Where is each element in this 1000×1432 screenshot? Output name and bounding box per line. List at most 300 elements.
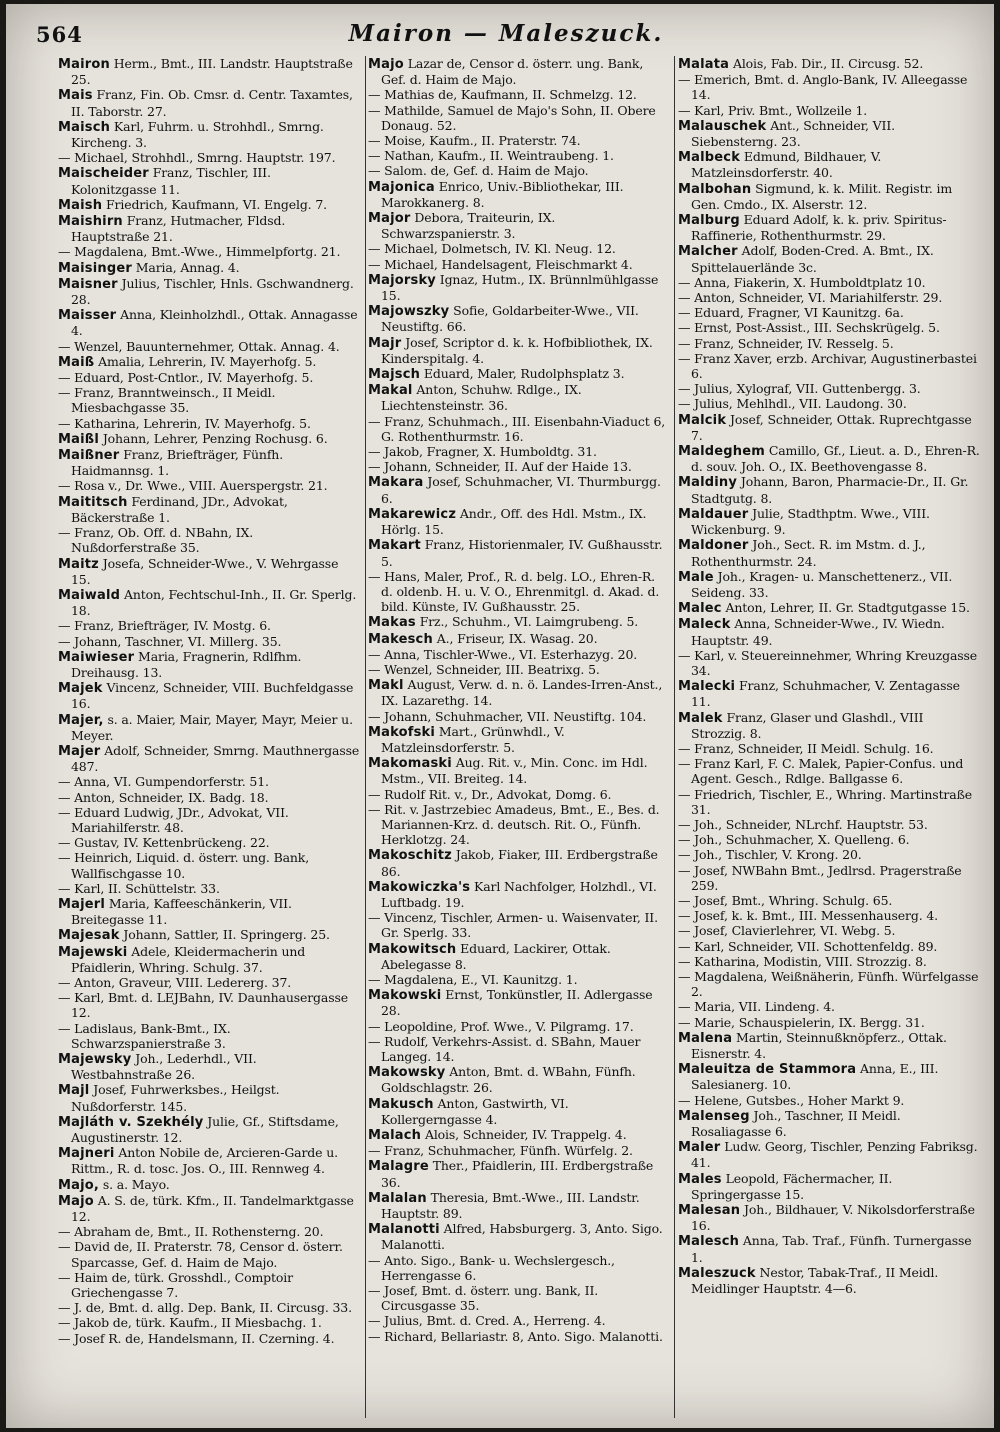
entry-details: — Johann, Schneider, II. Auf der Haide 13. [368,459,632,475]
entry-details: Karl Nachfolger, Holzhdl., VI. Luftbadg. 19. [381,878,657,910]
entry-details: — Richard, Bellariastr. 8, Anto. Sigo. Malanotti. [368,1328,663,1344]
entry-details: — Friedrich, Tischler, E., Whring. Martinstraße 31. [678,786,973,817]
entry-surname: Maititsch [58,494,128,510]
directory-entry [58,1331,360,1346]
entry-details: — Eduard Ludwig, JDr., Advokat, VII. Mariahilferstr. 48. [58,804,289,835]
entry-details: Franz, Schuhmacher, V. Zentagasse 11. [691,678,960,710]
directory-entry [368,569,670,615]
directory-entry [58,416,360,431]
entry-details: — Karl, II. Schüttelstr. 33. [58,880,220,896]
directory-entry [58,478,360,493]
directory-entry [368,537,670,568]
entry-surname: Malach [368,1128,422,1144]
entry-details: Joh., Sect. R. im Mstm. d. J., Rothenthurmstr. 24. [691,537,926,569]
entry-surname: Makowitsch [368,941,457,957]
directory-entry [678,118,980,149]
directory-entry [678,56,980,72]
entry-details: Adele, Kleidermacherin und Pfaidlerin, Whring. Schulg. 37. [71,943,306,975]
entry-details: — Eduard, Post-Cntlor., IV. Mayerhofg. 5. [58,370,314,386]
entry-details: Nestor, Tabak-Traf., II Meidl. Meidlinger Hauptstr. 4—6. [691,1264,939,1297]
directory-entry [678,648,980,678]
directory-entry [678,537,980,568]
directory-entry [678,474,980,505]
entry-surname: Maisner [58,276,118,292]
entry-details: Eduard, Lackirer, Ottak. Abelegasse 8. [381,940,611,972]
entry-surname: Majek [58,681,103,697]
directory-entry [58,743,360,774]
entry-surname: Majsch [368,367,421,383]
entry-details: — Rudolf, Verkehrs-Assist. d. SBahn, Mauer Langeg. 14. [368,1033,641,1064]
directory-entry [368,724,670,755]
entry-surname: Maiwieser [58,649,135,665]
entry-surname: Majo [58,1193,94,1209]
entry-surname: Maiwald [58,587,121,603]
entry-surname: Malcik [678,412,727,428]
entry-details: — Franz, Schneider, IV. Resselg. 5. [678,335,894,351]
entry-surname: Mais [58,88,93,104]
entry-details: Maria, Kaffeeschänkerin, VII. Breitegasse 11. [71,895,292,928]
entry-details: Karl, Fuhrm. u. Strohhdl., Smrng. Kircheng. 3. [71,118,324,151]
entry-surname: Maißl [58,431,99,447]
entry-surname: Mairon [58,57,110,72]
entry-surname: Maleszuck [678,1265,756,1281]
directory-entry [368,1221,670,1252]
entry-surname: Male [678,569,714,585]
entry-surname: Males [678,1171,722,1187]
directory-entry [678,290,980,305]
column-3 [678,56,980,1418]
entry-details: Edmund, Bildhauer, V. Matzleinsdorferstr. 40. [691,149,882,181]
entry-details: — Abraham de, Bmt., II. Rothensterng. 20. [58,1224,324,1240]
entry-details: Anna, Schneider-Wwe., IV. Wiedn. Hauptstr. 49. [691,616,945,648]
directory-entry [58,1224,360,1239]
entry-details: Anna, Tab. Traf., Fünfh. Turnergasse 1. [691,1233,972,1265]
entry-surname: Major [368,211,411,227]
entry-surname: Malenseg [678,1108,750,1124]
directory-entry [368,910,670,940]
directory-entry [368,241,670,256]
directory-entry [58,1177,360,1193]
entry-details: — Katharina, Modistin, VIII. Strozzig. 8. [678,953,927,969]
directory-entry [678,1015,980,1030]
directory-entry [58,370,360,385]
entry-details: — Katharina, Lehrerin, IV. Mayerhofg. 5. [58,415,311,431]
directory-entry [678,305,980,320]
entry-surname: Malalan [368,1190,427,1206]
directory-entry [678,396,980,411]
entry-details: Sigmund, k. k. Milit. Registr. im Gen. Cmdo., IX. Alserstr. 12. [691,180,953,212]
entry-surname: Maiß [58,354,95,370]
entry-surname: Majewsky [58,1052,132,1067]
directory-entry [368,941,670,972]
entry-details: — Karl, v. Steuereinnehmer, Whring Kreuzgasse 34. [678,647,978,678]
directory-entry [368,382,670,413]
entry-surname: Majowszky [368,304,450,320]
entry-details: Franz, Briefträger, Fünfh. Haidmannsg. 1. [71,447,284,479]
entry-details: Adolf, Schneider, Smrng. Mauthnergasse 487. [71,742,360,775]
directory-entry [368,1313,670,1328]
directory-entry [678,243,980,274]
directory-entry [58,712,360,743]
directory-entry [58,339,360,354]
directory-entry [368,1127,670,1143]
directory-entry [368,87,670,102]
entry-surname: Makomaski [368,756,452,772]
directory-entry [58,119,360,150]
entry-surname: Majerl [58,896,106,912]
entry-details: — Jakob de, türk. Kaufm., II Miesbachg. 1. [58,1315,322,1331]
entry-details: — Joh., Schneider, NLrchf. Hauptstr. 53. [678,816,928,832]
entry-details: Joh., Kragen- u. Manschettenerz., VII. Seideng. 33. [691,568,953,600]
entry-surname: Malbeck [678,150,741,166]
entry-surname: Malbohan [678,181,752,197]
entry-details: Alois, Schneider, IV. Trappelg. 4. [424,1127,627,1143]
entry-surname: Makesch [368,631,433,647]
directory-page [6,4,994,1428]
entry-details: — Anton, Schneider, IX. Badg. 18. [58,789,269,805]
entry-surname: Maler [678,1140,721,1156]
entry-surname: Malcher [678,244,738,260]
entry-surname: Makoschitz [368,848,452,864]
directory-entry [368,647,670,662]
entry-details: — Julius, Bmt. d. Cred. A., Herreng. 4. [368,1313,606,1329]
directory-entry [368,755,670,786]
entry-surname: Majl [58,1083,90,1099]
entry-details: Josef, Fuhrwerksbes., Heilgst. Nußdorferstr. 145. [71,1082,280,1114]
directory-entry [368,303,670,334]
directory-entry [678,569,980,600]
entry-details: Anton, Gastwirth, VI. Kollergerngasse 4. [381,1095,569,1127]
entry-details: Julie, Stadthptm. Wwe., VIII. Wickenburg. 9. [691,505,930,538]
entry-details: Maria, Annag. 4. [135,259,240,275]
column-2 [368,56,670,1418]
directory-entry [368,179,670,210]
directory-entry [678,103,980,118]
directory-entry [58,1239,360,1269]
directory-entry [368,474,670,505]
entry-surname: Maisser [58,308,117,324]
directory-entry [678,616,980,647]
entry-details: Josef, Schneider, Ottak. Ruprechtgasse 7. [691,411,972,443]
directory-entry [58,805,360,835]
directory-entry [368,1143,670,1158]
entry-surname: Maitz [58,556,99,572]
directory-entry [678,999,980,1014]
entry-surname: Makarewicz [368,506,457,522]
entry-details: — Franz Xaver, erzb. Archivar, Augustinerbastei 6. [678,350,977,382]
entry-details: — Mathias de, Kaufmann, II. Schmelzg. 12. [368,87,637,103]
entry-details: Joh., Taschner, II Meidl. Rosaliagasse 6. [691,1107,901,1140]
directory-entry [678,678,980,709]
entry-surname: Maleck [678,617,731,633]
directory-entry [678,72,980,102]
entry-details: s. a. Maier, Mair, Mayer, Mayr, Meier u. Meyer. [71,711,353,743]
entry-details: — Wenzel, Schneider, III. Beatrixg. 5. [368,661,600,677]
directory-entry [678,1233,980,1264]
entry-details: — Ladislaus, Bank-Bmt., IX. Schwarzspanierstraße 3. [58,1020,231,1051]
entry-details: August, Verw. d. n. ö. Landes-Irren-Anst., IX. Lazarethg. 14. [381,677,663,709]
entry-details: Enrico, Univ.-Bibliothekar, III. Marokkanerg. 8. [381,178,624,210]
directory-entry [58,276,360,307]
directory-entry [368,987,670,1018]
directory-entry [678,847,980,862]
directory-entry [58,1315,360,1330]
directory-entry [678,863,980,893]
entry-surname: Majonica [368,179,435,195]
entry-details: — Michael, Handelsagent, Fleischmarkt 4. [368,256,633,272]
directory-entry [58,634,360,649]
directory-entry [368,444,670,459]
directory-entry [368,210,670,241]
entry-surname: Makowsky [368,1065,446,1081]
entry-details: Leopold, Fächermacher, II. Springergasse 15. [691,1170,893,1202]
entry-surname: Maldiny [678,475,738,491]
entry-details: Ferdinand, JDr., Advokat, Bäckerstraße 1. [71,493,288,525]
entry-details: Anton, Bmt. d. WBahn, Fünfh. Goldschlagstr. 26. [381,1064,636,1096]
entry-details: Joh., Bildhauer, V. Nikolsdorferstraße 16. [691,1202,975,1234]
column-divider [365,56,366,1418]
directory-entry [368,709,670,724]
directory-entry [58,680,360,711]
directory-entry [368,414,670,444]
entry-details: Anna, Kleinholzhdl., Ottak. Annagasse 4. [71,307,358,339]
entry-details: Eduard, Maler, Rudolphsplatz 3. [423,366,625,382]
entry-details: — Josef, Clavierlehrer, VI. Webg. 5. [678,923,896,939]
directory-entry [678,1171,980,1202]
entry-surname: Malecki [678,679,736,695]
entry-details: Anton, Lehrer, II. Gr. Stadtgutgasse 15. [725,600,970,616]
directory-entry [58,1021,360,1051]
directory-entry [368,1096,670,1127]
directory-entry [678,336,980,351]
entry-details: Maria, Fragnerin, Rdlfhm. Dreihausg. 13. [71,648,302,680]
entry-details: — Julius, Mehlhdl., VII. Laudong. 30. [678,396,907,412]
entry-surname: Makofski [368,724,436,740]
directory-entry [368,335,670,366]
page-header [6,18,994,50]
entry-details: — Rit. v. Jastrzebiec Amadeus, Bmt., E., Bes. d. Mariannen-Krz. d. deutsch. Rit. O., Fünfh. Herklotzg. 24. [368,801,660,848]
entry-surname: Maleuitza de Stammora [678,1062,857,1078]
entry-surname: Maldeghem [678,444,766,460]
directory-entry [678,908,980,923]
directory-entry [368,56,670,87]
directory-entry [58,556,360,587]
entry-surname: Malagre [368,1159,429,1175]
directory-entry [368,972,670,987]
entry-details: Anton, Schuhw. Rdlge., IX. Liechtensteinstr. 36. [381,382,582,414]
directory-entry [678,710,980,741]
entry-details: — Rosa v., Dr. Wwe., VIII. Auerspergstr. 21. [58,478,328,494]
directory-entry [678,1030,980,1061]
directory-entry [58,927,360,943]
entry-surname: Malauschek [678,118,767,134]
directory-entry [368,163,670,178]
entry-details: — Josef, Bmt., Whring. Schulg. 65. [678,892,893,908]
directory-entry [368,257,670,272]
entry-details: — Mathilde, Samuel de Majo's Sohn, II. Obere Donaug. 52. [368,102,656,133]
directory-entry [368,1064,670,1095]
directory-entry [368,847,670,878]
directory-entry [58,150,360,165]
entry-details: Martin, Steinnußknöpferz., Ottak. Eisnerstr. 4. [691,1029,947,1061]
entry-details: Ther., Pfaidlerin, III. Erdbergstraße 36. [381,1158,654,1190]
entry-surname: Majláth v. Szekhély [58,1114,204,1130]
entry-details: — Johann, Schuhmacher, VII. Neustiftg. 104. [368,708,647,724]
entry-surname: Malburg [678,213,740,229]
directory-entry [678,969,980,999]
running-title: Mairon — Maleszuck. [348,20,664,47]
directory-entry [678,939,980,954]
directory-entry [58,431,360,447]
entry-details: — Leopoldine, Prof. Wwe., V. Pilgramg. 17. [368,1018,634,1034]
directory-entry [368,1190,670,1221]
directory-entry [368,1253,670,1283]
entry-surname: Makal [368,383,413,399]
entry-surname: Makart [368,538,421,554]
entry-details: — Anton, Schneider, VI. Mariahilferstr. 29. [678,290,943,306]
directory-entry [678,954,980,969]
entry-details: Mart., Grünwhdl., V. Matzleinsdorferstr. 5. [381,723,565,755]
directory-entry [678,1202,980,1233]
directory-entry [58,87,360,118]
page-number: 564 [36,22,83,47]
column-divider [674,56,675,1418]
entry-details: Ernst, Tonkünstler, II. Adlergasse 28. [381,987,653,1019]
directory-entry [58,1114,360,1145]
entry-details: — Joh., Tischler, V. Krong. 20. [678,847,862,863]
entry-details: — Helene, Gutsbes., Hoher Markt 9. [678,1092,905,1108]
directory-entry [58,1270,360,1300]
directory-entry [58,990,360,1020]
directory-entry [58,850,360,880]
entry-details: Camillo, Gf., Lieut. a. D., Ehren-R. d. souv. Joh. O., IX. Beethovengasse 8. [691,443,980,475]
entry-details: — J. de, Bmt. d. allg. Dep. Bank, II. Circusg. 33. [58,1300,352,1316]
entry-details: Anton Nobile de, Arcieren-Garde u. Rittm., R. d. tosc. Jos. O., III. Rennweg 4. [71,1145,338,1177]
entry-details: — Salom. de, Gef. d. Haim de Majo. [368,163,589,179]
entry-surname: Makowiczka's [368,879,471,895]
entry-surname: Makara [368,475,424,491]
entry-details: Josef, Schuhmacher, VI. Thurmburgg. 6. [381,474,661,506]
directory-entry [58,1300,360,1315]
entry-surname: Majesak [58,928,120,944]
entry-details: — Haim de, türk. Grosshdl., Comptoir Griechengasse 7. [58,1269,293,1301]
directory-entry [678,412,980,443]
entry-details: Aug. Rit. v., Min. Conc. im Hdl. Mstm., VII. Breiteg. 14. [381,755,648,787]
directory-entry [368,787,670,802]
directory-entry [678,1108,980,1139]
entry-details: Sofie, Goldarbeiter-Wwe., VII. Neustiftg. 66. [381,303,639,335]
entry-details: — Karl, Schneider, VII. Schottenfeldg. 89. [678,938,938,954]
directory-entry [368,614,670,630]
entry-surname: Majo [368,57,404,72]
directory-entry [368,662,670,677]
entry-surname: Maish [58,197,103,213]
entry-surname: Malata [678,57,730,72]
directory-entry [678,381,980,396]
entry-details: — Magdalena, E., VI. Kaunitzg. 1. [368,971,578,987]
directory-entry [678,1061,980,1092]
directory-entry [58,197,360,213]
entry-surname: Makusch [368,1096,434,1112]
entry-details: Alois, Fab. Dir., II. Circusg. 52. [732,56,924,71]
directory-entry [678,320,980,335]
directory-entry [678,832,980,847]
entry-details: — Anna, Fiakerin, X. Humboldtplatz 10. [678,274,926,290]
entry-details: — Johann, Taschner, VI. Millerg. 35. [58,633,282,649]
entry-details: — Michael, Dolmetsch, IV. Kl. Neug. 12. [368,241,616,257]
directory-entry [58,56,360,87]
entry-details: — Josef, Bmt. d. österr. ung. Bank, II. Circusgasse 35. [368,1283,599,1314]
directory-entry [58,1051,360,1082]
directory-entry [58,525,360,555]
entry-details: Anna, E., III. Salesianerg. 10. [691,1061,939,1093]
entry-details: Alfred, Habsburgerg. 3, Anto. Sigo. Malanotti. [381,1221,663,1253]
entry-details: Eduard Adolf, k. k. priv. Spiritus-Raffinerie, Rothenthurmstr. 29. [691,212,947,244]
directory-entry [58,244,360,259]
entry-surname: Majr [368,335,402,351]
entry-details: — Jakob, Fragner, X. Humboldtg. 31. [368,444,597,460]
directory-entry [58,165,360,196]
entry-details: Franz, Tischler, III. Kolonitzgasse 11. [71,165,271,197]
entry-surname: Maisinger [58,260,132,276]
entry-surname: Majer, [58,712,104,728]
entry-details: — Nathan, Kaufm., II. Weintraubeng. 1. [368,148,614,164]
entry-details: — Ernst, Post-Assist., III. Sechskrügelg. 5. [678,320,940,336]
entry-details: — Franz, Schuhmacher, Fünfh. Würfelg. 2. [368,1143,633,1159]
directory-entry [368,1329,670,1344]
directory-entry [368,1034,670,1064]
entry-details: — Maria, VII. Lindeng. 4. [678,999,835,1015]
entry-details: — Franz, Branntweinsch., II Meidl. Miesbachgasse 35. [58,385,276,416]
entry-details: — Franz, Ob. Off. d. NBahn, IX. Nußdorferstraße 35. [58,525,254,556]
entry-details: Johann, Sattler, II. Springerg. 25. [123,927,330,943]
entry-details: Franz, Fin. Ob. Cmsr. d. Centr. Taxamtes, II. Taborstr. 27. [71,87,353,119]
entry-details: Franz, Glaser und Glashdl., VIII Strozzig. 8. [691,709,924,741]
entry-details: — Michael, Strohhdl., Smrng. Hauptstr. 197. [58,150,336,166]
entry-details: — Karl, Priv. Bmt., Wollzeile 1. [678,102,868,118]
entry-details: — Anto. Sigo., Bank- u. Wechslergesch., Herrengasse 6. [368,1252,615,1283]
entry-details: — Rudolf Rit. v., Dr., Advokat, Domg. 6. [368,786,612,802]
entry-details: — Julius, Xylograf, VII. Guttenbergg. 3. [678,381,921,397]
directory-entry [678,741,980,756]
directory-entry [58,1145,360,1176]
directory-entry [58,447,360,478]
directory-entry [368,459,670,474]
directory-entry [368,272,670,303]
entry-surname: Maißner [58,448,120,464]
entry-details: Ant., Schneider, VII. Siebensterng. 23. [691,117,895,150]
directory-entry [678,181,980,212]
directory-entry [678,1265,980,1296]
entry-details: — Franz, Schneider, II Meidl. Schulg. 16. [678,740,934,756]
entry-details: Herm., Bmt., III. Landstr. Hauptstraße 25. [71,56,353,88]
directory-entry [58,881,360,896]
directory-entry [58,307,360,338]
entry-details: — Marie, Schauspielerin, IX. Bergg. 31. [678,1014,925,1030]
entry-details: — Vincenz, Tischler, Armen- u. Waisenvater, II. Gr. Sperlg. 33. [368,910,658,941]
directory-entry [678,149,980,180]
entry-surname: Maldoner [678,538,749,554]
entry-surname: Malec [678,601,722,617]
entry-details: — Hans, Maler, Prof., R. d. belg. LO., Ehren-R. d. oldenb. H. u. V. O., Ehrenmitgl. d. Akad. d. bild. Künste, IV. Gußhausstr. 25. [368,568,660,615]
entry-details: Johann, Baron, Pharmacie-Dr., II. Gr. Stadtgutg. 8. [691,474,969,506]
entry-details: Josefa, Schneider-Wwe., V. Wehrgasse 15. [71,555,339,587]
directory-entry [678,351,980,381]
entry-details: Johann, Lehrer, Penzing Rochusg. 6. [102,430,328,446]
entry-surname: Majer [58,743,101,759]
entry-surname: Malesch [678,1234,740,1250]
entry-details: Andr., Off. des Hdl. Mstm., IX. Hörlg. 15. [381,505,647,538]
